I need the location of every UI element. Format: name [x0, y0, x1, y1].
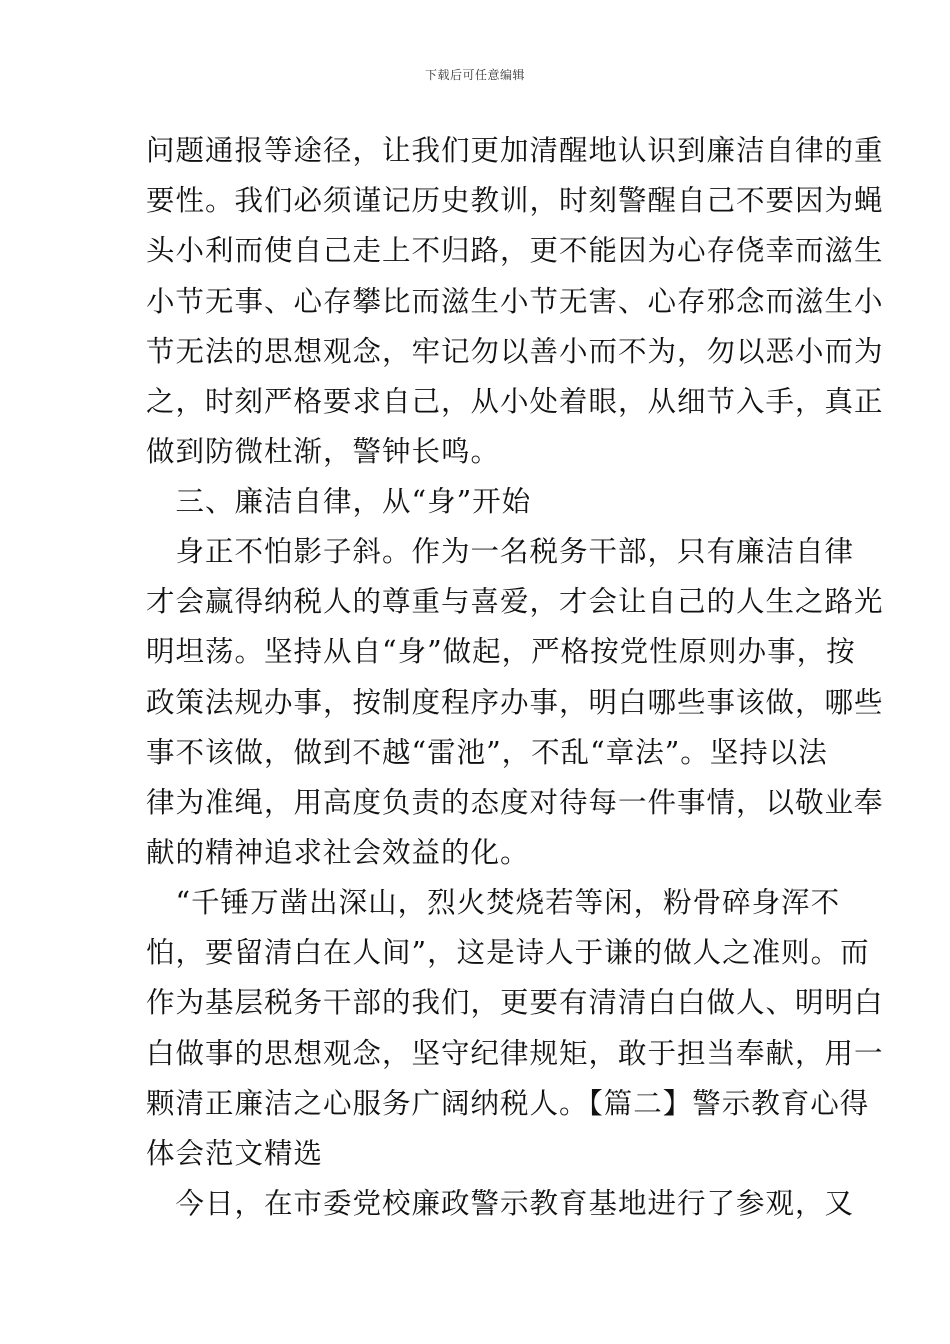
body-text-line: 小节无事、心存攀比而滋生小节无害、心存邪念而滋生小	[146, 285, 884, 318]
body-text-line: 体会范文精选	[146, 1137, 324, 1170]
body-text-line: 明坦荡。坚持从自“身”做起，严格按党性原则办事，按	[146, 635, 856, 668]
page-header: 下载后可任意编辑	[424, 68, 525, 82]
body-text-line: 问题通报等途径，让我们更加清醒地认识到廉洁自律的重	[146, 134, 884, 167]
body-text-line: 身正不怕影子斜。作为一名税务干部，只有廉洁自律	[146, 535, 855, 568]
body-text-line: 献的精神追求社会效益的化。	[146, 836, 530, 869]
body-text-line: 今日，在市委党校廉政警示教育基地进行了参观，又	[146, 1187, 855, 1220]
body-text-line: 颗清正廉洁之心服务广阔纳税人。【篇二】警示教育心得	[146, 1087, 870, 1120]
body-text-line: 律为准绳，用高度负责的态度对待每一件事情，以敬业奉	[146, 786, 884, 819]
body-text-line: 才会赢得纳税人的尊重与喜爱，才会让自己的人生之路光	[146, 585, 884, 618]
section-heading: 三、廉洁自律，从“身”开始	[146, 485, 532, 518]
body-text-line: 作为基层税务干部的我们，更要有清清白白做人、明明白	[146, 986, 884, 1019]
body-text-line: 要性。我们必须谨记历史教训，时刻警醒自己不要因为蝇	[146, 184, 884, 217]
body-text-line: 怕，要留清白在人间”，这是诗人于谦的做人之准则。而	[146, 936, 870, 969]
body-text-line: 事不该做，做到不越“雷池”，不乱“章法”。坚持以法	[146, 736, 828, 769]
body-text-line: 节无法的思想观念，牢记勿以善小而不为，勿以恶小而为	[146, 335, 884, 368]
body-text-line: 之，时刻严格要求自己，从小处着眼，从细节入手，真正	[146, 385, 884, 418]
body-text-line: 头小利而使自己走上不归路，更不能因为心存侥幸而滋生	[146, 234, 884, 267]
body-text-line: 做到防微杜渐，警钟长鸣。	[146, 435, 501, 468]
body-text-line: “千锤万凿出深山，烈火焚烧若等闲，粉骨碎身浑不	[146, 886, 841, 919]
body-text-line: 白做事的思想观念，坚守纪律规矩，敢于担当奉献，用一	[146, 1037, 884, 1070]
body-text-line: 政策法规办事，按制度程序办事，明白哪些事该做，哪些	[146, 686, 884, 719]
